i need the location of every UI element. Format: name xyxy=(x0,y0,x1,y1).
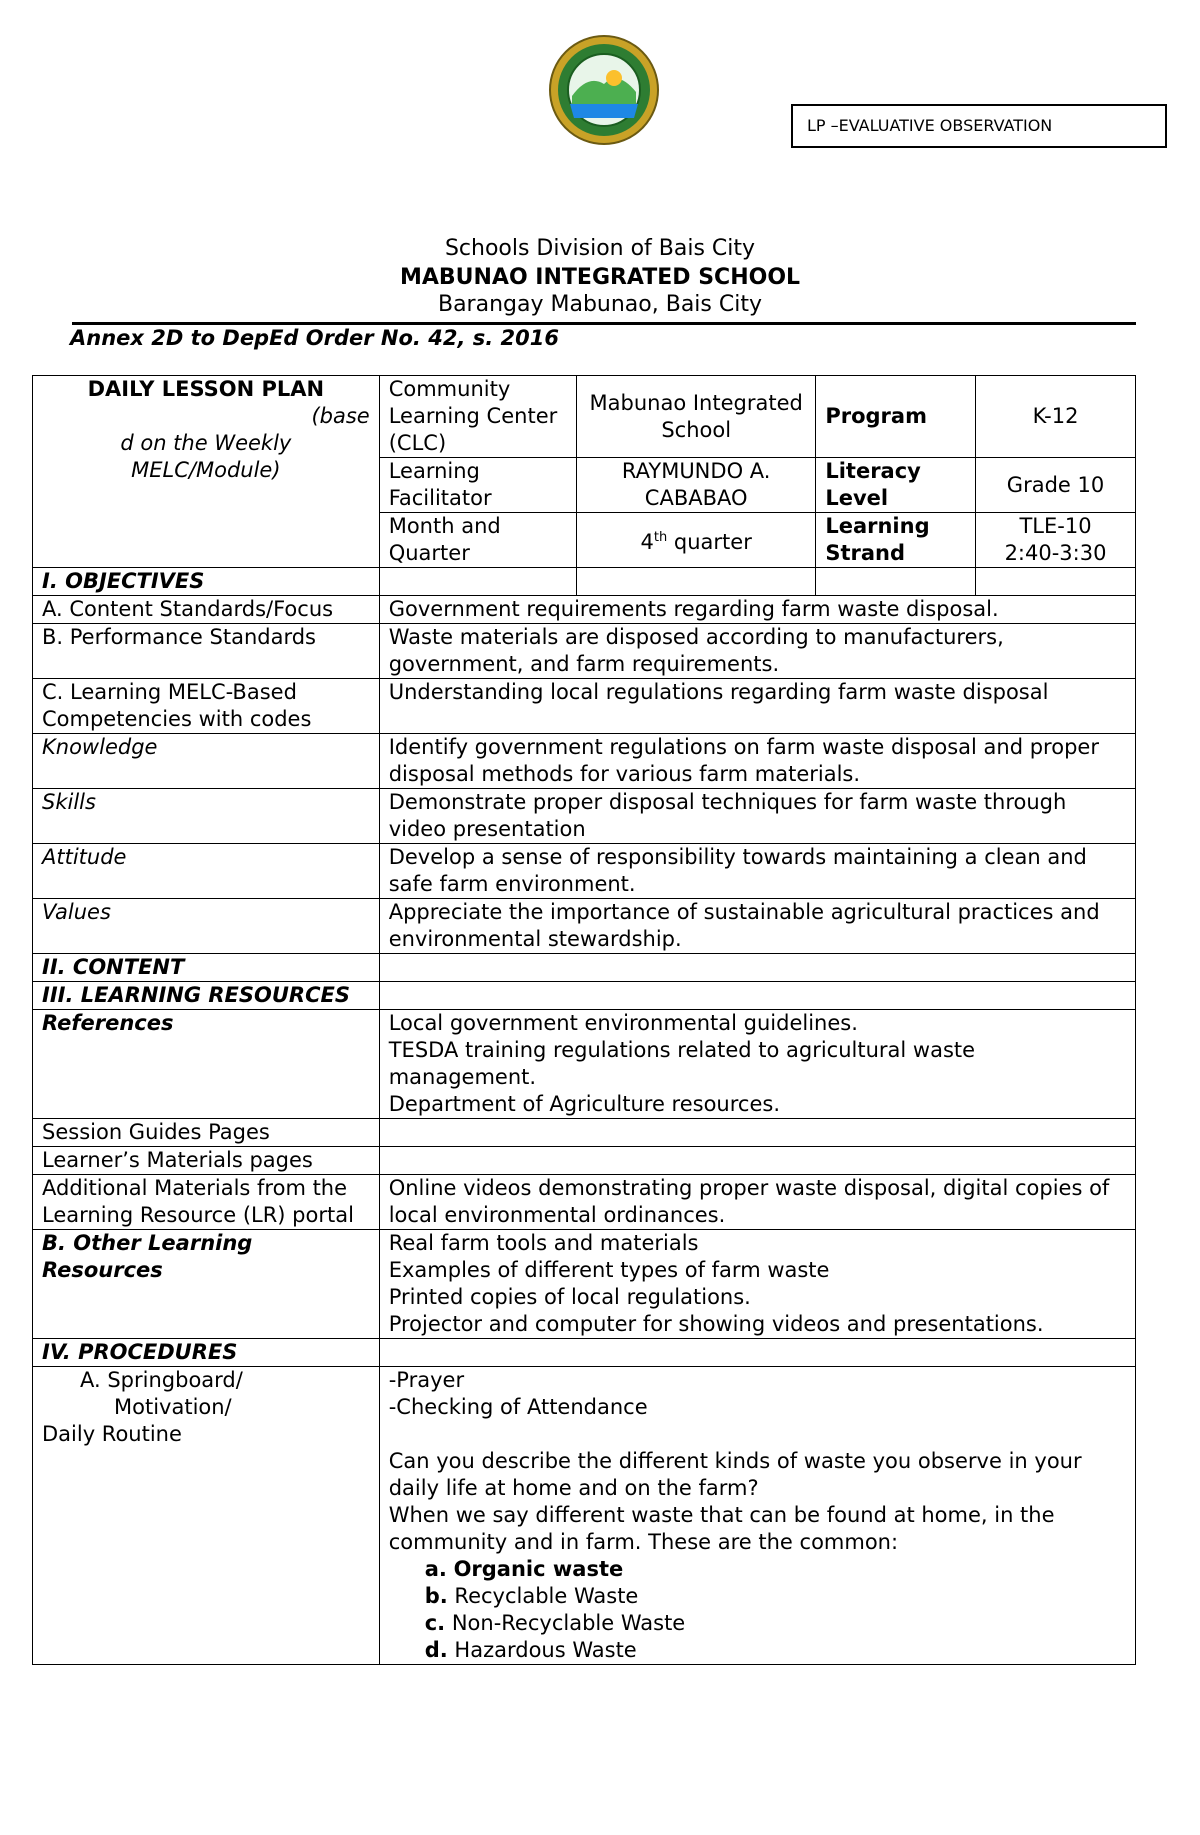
melc-label: C. Learning MELC-Based Competencies with codes xyxy=(33,679,380,734)
quarter-text: quarter xyxy=(667,530,752,554)
program-value: K-12 xyxy=(976,376,1136,458)
motivation-question: Can you describe the different kinds of waste you observe in your daily life at home and on the farm? xyxy=(388,1449,1082,1500)
routine-attendance: -Checking of Attendance xyxy=(388,1395,648,1419)
dlp-subtitle-3: MELC/Module) xyxy=(131,458,281,482)
waste-type: Organic waste xyxy=(453,1557,624,1581)
waste-type: Hazardous Waste xyxy=(454,1638,637,1662)
waste-types-list xyxy=(389,1556,1126,1664)
quarter-value xyxy=(577,513,816,568)
skills-label: Skills xyxy=(33,789,380,844)
empty-cell xyxy=(379,1119,1135,1147)
empty-cell xyxy=(379,1147,1135,1175)
facilitator-value: RAYMUNDO A. CABABAO xyxy=(577,458,816,513)
school-division-seal xyxy=(548,34,660,146)
content-standards-label: A. Content Standards/Focus xyxy=(33,596,380,624)
table-row xyxy=(33,679,1136,734)
table-row xyxy=(33,1119,1136,1147)
table-row xyxy=(33,1175,1136,1230)
session-guides-label: Session Guides Pages xyxy=(33,1119,380,1147)
school-name: MABUNAO INTEGRATED SCHOOL xyxy=(399,265,801,290)
list-letter: d. xyxy=(424,1638,448,1662)
empty-cell xyxy=(379,982,1135,1010)
other-resources-label: B. Other Learning Resources xyxy=(33,1230,380,1339)
skills-value: Demonstrate proper disposal techniques for farm waste through video presentation xyxy=(379,789,1135,844)
table-row xyxy=(33,982,1136,1010)
table-row xyxy=(33,624,1136,679)
attitude-label: Attitude xyxy=(33,844,380,899)
quarter-number: 4 xyxy=(640,530,654,554)
reference-item: Department of Agriculture resources. xyxy=(388,1092,780,1116)
facilitator-label: Learning Facilitator xyxy=(379,458,576,513)
waste-type: Non-Recyclable Waste xyxy=(451,1611,686,1635)
knowledge-value: Identify government regulations on farm waste disposal and proper disposal methods for various farm materials. xyxy=(379,734,1135,789)
motivation-label: Motivation/ xyxy=(114,1395,232,1419)
table-row xyxy=(33,596,1136,624)
references-label: References xyxy=(33,1010,380,1119)
empty-cell xyxy=(976,568,1136,596)
table-row xyxy=(33,734,1136,789)
table-row xyxy=(33,376,1136,458)
performance-standards-label: B. Performance Standards xyxy=(33,624,380,679)
dlp-title: DAILY LESSON PLAN xyxy=(87,377,325,401)
dlp-subtitle-2: d on the Weekly xyxy=(120,431,292,455)
melc-value: Understanding local regulations regarding farm waste disposal xyxy=(379,679,1135,734)
attitude-value: Develop a sense of responsibility towards maintaining a clean and safe farm environment. xyxy=(379,844,1135,899)
clc-value: Mabunao Integrated School xyxy=(577,376,816,458)
table-row xyxy=(33,568,1136,596)
knowledge-label: Knowledge xyxy=(33,734,380,789)
list-item xyxy=(389,1610,1126,1637)
empty-cell xyxy=(379,954,1135,982)
table-row xyxy=(33,1010,1136,1119)
list-letter: c. xyxy=(424,1611,446,1635)
strand-time: 2:40-3:30 xyxy=(1004,541,1107,565)
list-letter: a. xyxy=(424,1557,447,1581)
values-value: Appreciate the importance of sustainable agricultural practices and environmental stewardship. xyxy=(379,899,1135,954)
table-row xyxy=(33,844,1136,899)
table-row xyxy=(33,899,1136,954)
resource-item: Real farm tools and materials xyxy=(388,1231,699,1255)
springboard-label-cell xyxy=(33,1367,380,1665)
empty-cell xyxy=(577,568,816,596)
header-divider xyxy=(72,322,1136,325)
performance-standards-value: Waste materials are disposed according to manufacturers, government, and farm requirements. xyxy=(379,624,1135,679)
table-row xyxy=(33,789,1136,844)
learner-materials-label: Learner’s Materials pages xyxy=(33,1147,380,1175)
table-row xyxy=(33,1339,1136,1367)
list-letter: b. xyxy=(424,1584,448,1608)
daily-lesson-plan-table xyxy=(32,375,1136,1665)
literacy-value: Grade 10 xyxy=(976,458,1136,513)
school-address: Barangay Mabunao, Bais City xyxy=(437,292,762,317)
table-row xyxy=(33,1230,1136,1339)
quarter-suffix: th xyxy=(653,530,668,545)
other-resources-value xyxy=(379,1230,1135,1339)
springboard-label: A. Springboard/ xyxy=(80,1368,243,1392)
resources-heading: III. LEARNING RESOURCES xyxy=(33,982,380,1010)
empty-cell xyxy=(379,568,576,596)
procedures-heading: IV. PROCEDURES xyxy=(33,1339,380,1367)
motivation-statement: When we say different waste that can be found at home, in the community and in farm. These are the common: xyxy=(388,1503,1055,1554)
daily-routine-label: Daily Routine xyxy=(42,1422,182,1446)
table-row xyxy=(33,1147,1136,1175)
observation-label: LP –EVALUATIVE OBSERVATION xyxy=(807,116,1053,135)
resource-item: Examples of different types of farm waste xyxy=(388,1258,830,1282)
observation-label-box xyxy=(791,104,1167,148)
dlp-title-cell xyxy=(33,376,380,568)
strand-value xyxy=(976,513,1136,568)
resource-item: Printed copies of local regulations. xyxy=(388,1285,751,1309)
list-item xyxy=(389,1583,1126,1610)
routine-prayer: -Prayer xyxy=(388,1368,465,1392)
spacer xyxy=(389,1421,1126,1448)
clc-label: Community Learning Center (CLC) xyxy=(379,376,576,458)
list-item xyxy=(389,1556,1126,1583)
month-quarter-label: Month and Quarter xyxy=(379,513,576,568)
references-value xyxy=(379,1010,1135,1119)
list-item xyxy=(389,1637,1126,1664)
reference-item: Local government environmental guidelines. xyxy=(388,1011,858,1035)
values-label: Values xyxy=(33,899,380,954)
springboard-value xyxy=(379,1367,1135,1665)
resource-item: Projector and computer for showing videos and presentations. xyxy=(388,1312,1044,1336)
empty-cell xyxy=(816,568,976,596)
reference-item: TESDA training regulations related to agricultural waste management. xyxy=(388,1038,976,1089)
additional-materials-value: Online videos demonstrating proper waste disposal, digital copies of local environmental ordinances. xyxy=(379,1175,1135,1230)
table-row xyxy=(33,1367,1136,1665)
strand-label: Learning Strand xyxy=(816,513,976,568)
content-heading: II. CONTENT xyxy=(33,954,380,982)
objectives-heading: I. OBJECTIVES xyxy=(33,568,380,596)
literacy-label: Literacy Level xyxy=(816,458,976,513)
annex-reference: Annex 2D to DepEd Order No. 42, s. 2016 xyxy=(70,326,559,350)
table-row xyxy=(33,954,1136,982)
division-name: Schools Division of Bais City xyxy=(444,236,756,261)
strand-subject: TLE-10 xyxy=(1019,514,1092,538)
empty-cell xyxy=(379,1339,1135,1367)
dlp-subtitle-1: (base xyxy=(311,404,370,428)
content-standards-value: Government requirements regarding farm waste disposal. xyxy=(379,596,1135,624)
waste-type: Recyclable Waste xyxy=(454,1584,639,1608)
additional-materials-label: Additional Materials from the Learning Resource (LR) portal xyxy=(33,1175,380,1230)
program-label: Program xyxy=(816,376,976,458)
